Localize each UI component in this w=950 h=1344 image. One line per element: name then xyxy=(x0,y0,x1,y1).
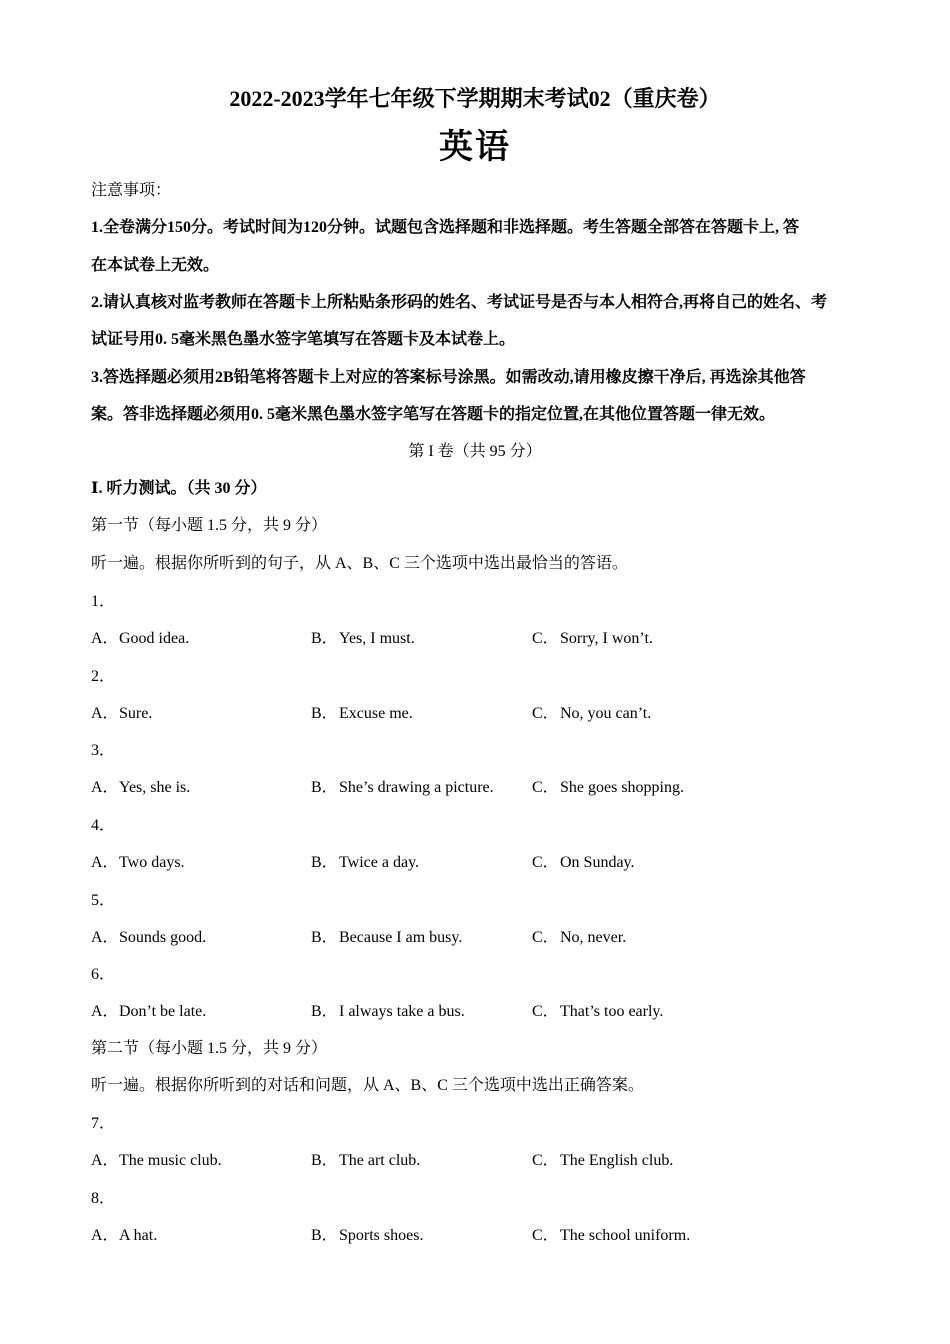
option-text: Sure. xyxy=(119,705,153,722)
option-a xyxy=(91,1225,157,1247)
notes-label: 注意事项： xyxy=(91,182,172,199)
option-b xyxy=(311,1225,423,1247)
question-number: 4． xyxy=(91,817,116,834)
option-a xyxy=(91,628,189,650)
option-letter: C． xyxy=(532,705,559,722)
option-c xyxy=(532,1225,690,1247)
note-line-6: 案。答非选择题必须用0. 5毫米黑色墨水签字笔写在答题卡的指定位置,在其他位置答题一律无效。 xyxy=(91,406,776,423)
option-text: Sounds good. xyxy=(119,929,207,946)
question-number: 6． xyxy=(91,966,116,983)
option-text: No, never. xyxy=(560,929,627,946)
option-text: She’s drawing a picture. xyxy=(339,779,494,796)
option-c xyxy=(532,1150,673,1172)
exam-title: 2022-2023学年七年级下学期期末考试02（重庆卷） xyxy=(229,86,721,111)
option-letter: A． xyxy=(91,630,119,647)
option-text: Because I am busy. xyxy=(339,929,463,946)
option-text: Don’t be late. xyxy=(119,1003,207,1020)
option-text: On Sunday. xyxy=(560,854,635,871)
option-text: The English club. xyxy=(560,1152,674,1169)
question-number: 8． xyxy=(91,1190,116,1207)
option-text: Twice a day. xyxy=(339,854,420,871)
option-text: The school uniform. xyxy=(560,1227,691,1244)
option-text: No, you can’t. xyxy=(560,705,652,722)
option-letter: C． xyxy=(532,779,559,796)
option-letter: B． xyxy=(311,779,338,796)
question-number: 7． xyxy=(91,1115,116,1132)
option-letter: C． xyxy=(532,1227,559,1244)
option-c xyxy=(532,852,635,874)
option-c xyxy=(532,1001,663,1023)
option-letter: B． xyxy=(311,1152,338,1169)
option-letter: A． xyxy=(91,929,119,946)
question-number: 5． xyxy=(91,892,116,909)
note-line-3: 2.请认真核对监考教师在答题卡上所粘贴条形码的姓名、考试证号是否与本人相符合,再将自己的姓名、考 xyxy=(91,294,828,311)
option-b xyxy=(311,1001,465,1023)
option-letter: C． xyxy=(532,929,559,946)
option-text: Yes, I must. xyxy=(339,630,415,647)
option-b xyxy=(311,1150,420,1172)
question-number: 1． xyxy=(91,593,116,610)
option-letter: B． xyxy=(311,1227,338,1244)
option-letter: B． xyxy=(311,929,338,946)
option-text: Sorry, I won’t. xyxy=(560,630,653,647)
option-text: The music club. xyxy=(119,1152,222,1169)
option-letter: B． xyxy=(311,630,338,647)
option-a xyxy=(91,1001,206,1023)
option-a xyxy=(91,777,190,799)
option-b xyxy=(311,628,415,650)
option-text: Sports shoes. xyxy=(339,1227,424,1244)
option-text: Yes, she is. xyxy=(119,779,191,796)
exam-subject: 英语 xyxy=(439,129,511,166)
option-text: She goes shopping. xyxy=(560,779,684,796)
option-text: Good idea. xyxy=(119,630,190,647)
option-letter: B． xyxy=(311,854,338,871)
option-c xyxy=(532,777,684,799)
question-number: 3． xyxy=(91,742,116,759)
option-letter: B． xyxy=(311,1003,338,1020)
option-letter: A． xyxy=(91,779,119,796)
option-text: Excuse me. xyxy=(339,705,413,722)
option-text: I always take a bus. xyxy=(339,1003,465,1020)
option-text: Two days. xyxy=(119,854,185,871)
option-text: A hat. xyxy=(119,1227,158,1244)
part1-instruction: 听一遍。根据你所听到的句子，从 A、B、C 三个选项中选出最恰当的答语。 xyxy=(91,555,628,572)
option-a xyxy=(91,927,206,949)
option-text: The art club. xyxy=(339,1152,421,1169)
part2-instruction: 听一遍。根据你所听到的对话和问题，从 A、B、C 三个选项中选出正确答案。 xyxy=(91,1077,644,1094)
option-letter: C． xyxy=(532,1152,559,1169)
volume-title: 第 I 卷（共 95 分） xyxy=(408,443,542,460)
option-letter: C． xyxy=(532,1003,559,1020)
option-c xyxy=(532,703,651,725)
option-letter: B． xyxy=(311,705,338,722)
note-line-4: 试证号用0. 5毫米黑色墨水签字笔填写在答题卡及本试卷上。 xyxy=(91,331,516,348)
part2-title: 第二节（每小题 1.5 分，共 9 分） xyxy=(91,1040,328,1057)
option-a xyxy=(91,1150,222,1172)
option-a xyxy=(91,703,152,725)
option-b xyxy=(311,927,462,949)
option-letter: A． xyxy=(91,1003,119,1020)
option-b xyxy=(311,777,494,799)
option-c xyxy=(532,927,626,949)
option-c xyxy=(532,628,653,650)
note-line-1: 1.全卷满分150分。考试时间为120分钟。试题包含选择题和非选择题。考生答题全部答在答题卡上, 答 xyxy=(91,219,800,236)
option-b xyxy=(311,703,413,725)
option-letter: A． xyxy=(91,1227,119,1244)
section-title: Ⅰ. 听力测试。（共 30 分） xyxy=(91,480,267,497)
question-number: 2． xyxy=(91,668,116,685)
option-letter: A． xyxy=(91,1152,119,1169)
option-a xyxy=(91,852,185,874)
note-line-5: 3.答选择题必须用2B铅笔将答题卡上对应的答案标号涂黑。如需改动,请用橡皮擦干净后, 再选涂其他答 xyxy=(91,369,806,386)
option-letter: C． xyxy=(532,854,559,871)
note-line-2: 在本试卷上无效。 xyxy=(91,257,220,274)
option-letter: A． xyxy=(91,705,119,722)
option-letter: C． xyxy=(532,630,559,647)
part1-title: 第一节（每小题 1.5 分，共 9 分） xyxy=(91,517,328,534)
option-text: That’s too early. xyxy=(560,1003,664,1020)
option-letter: A． xyxy=(91,854,119,871)
option-b xyxy=(311,852,419,874)
